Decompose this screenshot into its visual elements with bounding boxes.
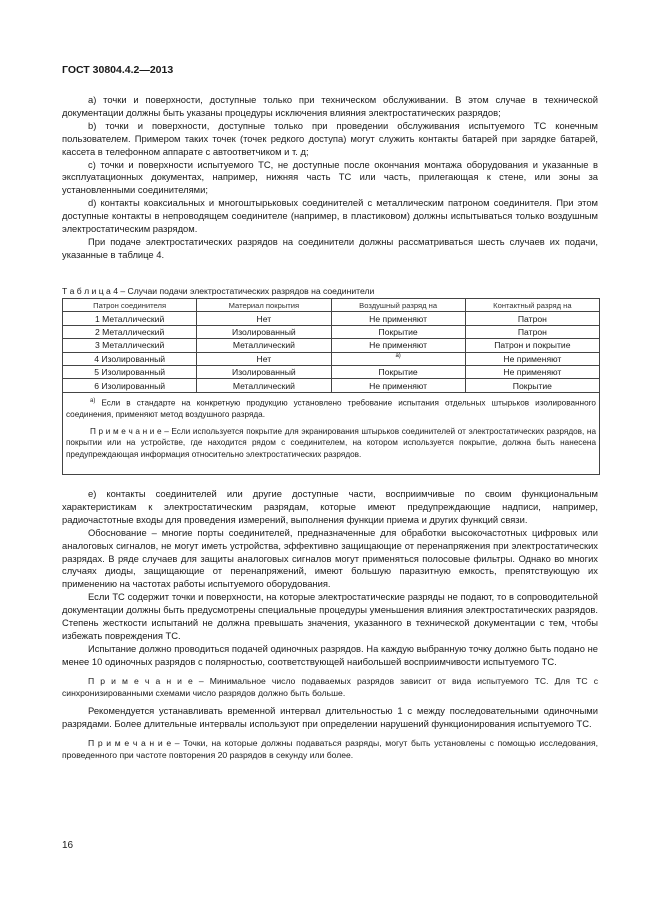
table-header-row <box>63 299 600 312</box>
table-cell: 3 Металлический <box>63 339 197 352</box>
table-row <box>63 379 600 392</box>
table-cell: Нет <box>197 312 331 325</box>
table-header-cell: Воздушный разряд на <box>331 299 465 312</box>
paragraph-c: c) точки и поверхности испытуемого ТС, не доступные после окончания монтажа оборудования и указанные в эксплуатационных документах, например, нижняя часть ТС или часть, прилегающая к стене, или зоны за установленными соединителями; <box>62 158 598 196</box>
table-cell: Покрытие <box>465 379 599 392</box>
paragraph-a: a) точки и поверхности, доступные только при техническом обслуживании. В этом случае в технической документации должны быть указаны процедуры исключения влияния электростатических разрядов; <box>62 94 598 118</box>
table-cell: Металлический <box>197 339 331 352</box>
table-caption-prefix: Т а б л и ц а <box>62 286 111 296</box>
table-cell: Металлический <box>197 379 331 392</box>
note-label: П р и м е ч а н и е <box>88 737 172 748</box>
standard-header: ГОСТ 30804.4.2—2013 <box>62 64 174 76</box>
paragraph-if: Если ТС содержит точки и поверхности, на которые электростатические разряды не подают, то в сопроводительной документации должны быть предусмотрены специальные процедуры уменьшения влияния электростатических разрядов. Степень жесткости испытаний не должна превышать значения, указанного в технической документации с тем, чтобы избежать повреждения ТС. <box>62 591 598 641</box>
table-cell: Патрон и покрытие <box>465 339 599 352</box>
table-cell: Изолированный <box>197 325 331 338</box>
table-cell: Не применяют <box>331 379 465 392</box>
note-2 <box>62 737 598 761</box>
body-block <box>62 488 598 761</box>
table-cell: 5 Изолированный <box>63 365 197 378</box>
paragraph-recommend: Рекомендуется устанавливать временной интервал длительностью 1 с между последовательными одиночными разрядами. Более длительные интервалы используют при определении нарушений функционирования испытуемого ТС. <box>62 705 598 729</box>
note-label: П р и м е ч а н и е <box>88 675 193 686</box>
table-cell: 1 Металлический <box>63 312 197 325</box>
paragraph-e: e) контакты соединителей или другие доступные части, восприимчивые по своим функциональным характеристикам к электростатическим разрядам, которые имеют предупреждающие надписи, например, радиочастотные входы для проведения измерений, выполнения функции приема и других функций связи. <box>62 488 598 525</box>
table-cell: 2 Металлический <box>63 325 197 338</box>
table-cell: Не применяют <box>465 352 599 365</box>
table-row <box>63 325 600 338</box>
note-1 <box>62 675 598 699</box>
paragraph-intro: При подаче электростатических разрядов на соединители должны рассматриваться шесть случаев их подачи, указанные в таблице 4. <box>62 235 598 260</box>
footnote-mark: а) <box>90 398 96 404</box>
list-block-abcd <box>62 94 598 262</box>
footnote-text: Если в стандарте на конкретную продукцию установлено требование испытания отдельных штырьков изолированного соединения, применяют метод воздушного разряда. <box>66 398 596 420</box>
table-cell: Нет <box>197 352 331 365</box>
paragraph-d: d) контакты коаксиальных и многоштырьковых соединителей с металлическим патроном соединителя. При этом доступные контакты в непроводящем соединителе (например, в пластиковом) должны испытываться только воздушным электростатическим разрядом. <box>62 197 598 235</box>
table-header-cell: Контактный разряд на <box>465 299 599 312</box>
connector-discharge-table <box>62 298 600 393</box>
table-caption-text: 4 – Случаи подачи электростатических разрядов на соединители <box>113 286 375 296</box>
table-note-text: – Если используется покрытие для экранирования штырьков соединителей от электростатических разрядов, на покрытии или на устройстве, где находится рядом с соединителем, на котором используется покрытие, должна быть нанесена предупреждающая информация относительно электростатических разрядов. <box>66 427 596 459</box>
table-cell: Патрон <box>465 325 599 338</box>
table-header-cell: Патрон соединителя <box>63 299 197 312</box>
table-cell: 6 Изолированный <box>63 379 197 392</box>
table-header-cell: Материал покрытия <box>197 299 331 312</box>
table-caption <box>62 286 374 296</box>
note-2-text: – Точки, на которые должны подаваться разряды, могут быть установлены с помощью исследования, проведенного при частоте повторения 20 разрядов в секунду или более. <box>62 737 599 761</box>
paragraph-b: b) точки и поверхности, доступные только при проведении обслуживания испытуемого ТС конечным пользователем. Примером таких точек (точек редкого доступа) могут служить контакты батарей при зарядке батарей, кассета в телефонном аппарате с автоответчиком и т. д; <box>62 119 598 157</box>
page-number: 16 <box>62 840 74 851</box>
paragraph-test: Испытание должно проводиться подачей одиночных разрядов. На каждую выбранную точку должно быть подано не менее 10 одиночных разрядов с полярностью, соответствующей наибольшей восприимчивости испытуемого ТС. <box>62 642 598 667</box>
table-cell: Не применяют <box>465 365 599 378</box>
note-label: П р и м е ч а н и е <box>90 427 162 436</box>
table-row <box>63 352 600 365</box>
table-cell: Не применяют <box>331 339 465 352</box>
table-cell-footnote-ref: а) <box>331 352 465 365</box>
table-cell: Покрытие <box>331 325 465 338</box>
table-row <box>63 339 600 352</box>
note-1-text: – Минимальное число подаваемых разрядов зависит от вида испытуемого ТС. Для ТС с синхронизированными схемами число разрядов должно быть больше. <box>62 675 598 698</box>
table-cell: 4 Изолированный <box>63 352 197 365</box>
table-cell: Патрон <box>465 312 599 325</box>
table-cell: Изолированный <box>197 365 331 378</box>
paragraph-reason: Обоснование – многие порты соединителей, предназначенные для обработки высокочастотных цифровых или аналоговых сигналов, не могут иметь устройства, эффективно защищающие от перенапряжения при электростатических разрядах. В ряде случаев для защиты аналоговых сигналов могут применяться полосовые фильтры. Однако во многих случаях диоды, защищающие от перенапряжений, имеют большую паразитную емкость, препятствующую их применению на частотах работы испытуемого оборудования. <box>62 526 598 590</box>
table-row <box>63 365 600 378</box>
table-note <box>66 426 596 460</box>
table-row <box>63 312 600 325</box>
table-cell: Покрытие <box>331 365 465 378</box>
table-cell: Не применяют <box>331 312 465 325</box>
table-footnote <box>66 396 596 420</box>
